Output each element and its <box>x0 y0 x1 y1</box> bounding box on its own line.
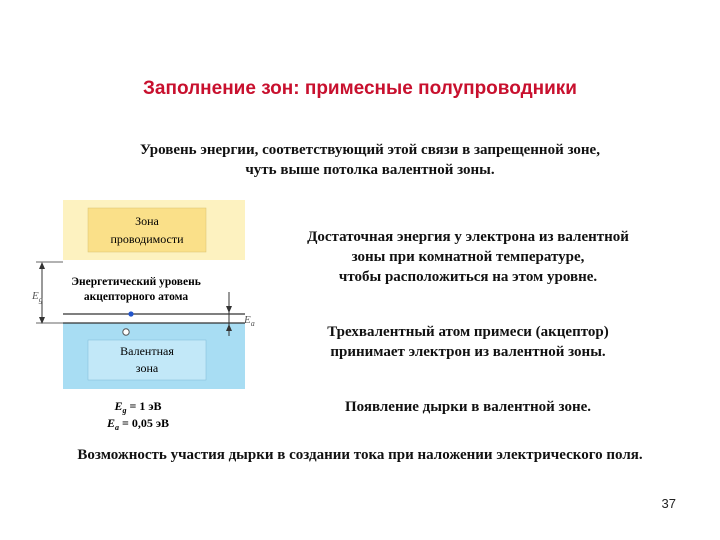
right-p1-line-3: чтобы расположиться на этом уровне. <box>338 269 598 285</box>
right-paragraph-2 <box>268 322 668 362</box>
conduction-label-2: проводимости <box>110 232 184 246</box>
bottom-statement: Возможность участия дырки в создании тока при наложении электрического поля. <box>77 447 643 463</box>
acceptor-label-2: акцепторного атома <box>83 291 189 303</box>
right-p2-line-2: принимает электрон из валентной зоны. <box>330 344 606 360</box>
right-p3-line-1: Появление дырки в валентной зоне. <box>344 399 592 415</box>
right-p2-line-1: Трехвалентный атом примеси (акцептор) <box>327 324 609 340</box>
valence-label-2: зона <box>135 361 159 375</box>
slide-title: Заполнение зон: примесные полупроводники <box>143 78 577 99</box>
hole-dot <box>123 329 129 335</box>
acceptor-label-1: Энергетический уровень <box>71 276 201 288</box>
ea-value: $E_a = 0,05$ эВ <box>106 416 170 432</box>
intro-line-1: Уровень энергии, соответствующий этой связи в запрещенной зоне, <box>140 142 600 158</box>
band-diagram <box>30 196 300 436</box>
right-p1-line-2: зоны при комнатной температуре, <box>351 249 585 265</box>
ea-symbol: $E_a$ <box>244 314 255 328</box>
ea-arrow-head-top <box>226 306 232 313</box>
page-number: 37 <box>661 496 676 511</box>
eg-arrow-head-top <box>39 262 45 269</box>
intro-line-2: чуть выше потолка валентной зоны. <box>245 162 495 178</box>
eg-value: $E_g = 1$ эВ <box>114 399 162 415</box>
conduction-label-1: Зона <box>135 214 159 228</box>
right-paragraph-3 <box>268 397 668 417</box>
eg-symbol: $E_g$ <box>32 290 43 304</box>
electron-dot <box>128 311 133 316</box>
intro-text <box>60 140 680 180</box>
right-paragraph-1 <box>268 227 668 287</box>
right-p1-line-1: Достаточная энергия у электрона из валентной <box>307 229 629 245</box>
valence-label-1: Валентная <box>120 344 174 358</box>
